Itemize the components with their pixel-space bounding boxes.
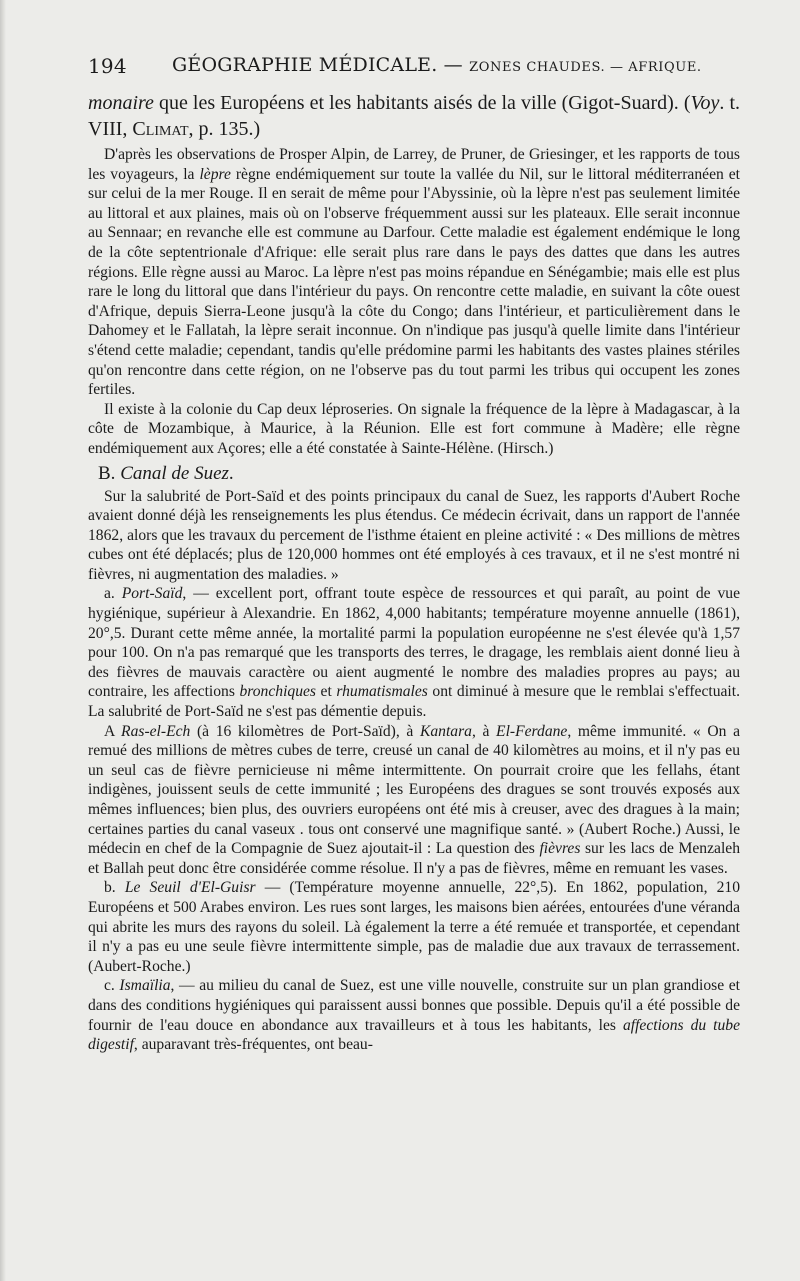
text-run: , p. 135.): [188, 118, 261, 140]
text-run: sur les lacs de Menzaleh et Ballah peut donc être considérée comme résolue. Il n'y a pas de fièvres, même en remuant les vases.: [88, 840, 740, 877]
italic-word: Ras-el-Ech: [121, 722, 191, 740]
section-heading-canal-de-suez: [88, 461, 740, 487]
italic-word: Le Seuil d'El-Guisr: [124, 879, 256, 897]
text-run: ont diminué à mesure que le remblai s'effectuait. La salubrité de Port-Saïd ne s'est pas démentie depuis.: [88, 683, 740, 721]
text-run: , même immunité. « On a remué des millions de mètres cubes de terre, creusé un canal de 40 kilomètres au moins, et il n'y pas eu un seul cas de fièvre pernicieuse ni même intermittente. On pourrait croire que les fellahs, étant indigènes, jouissent seuls de cette immunité ; les Européens des dragues se sont trouvés exposés aux mêmes influences; bien plus, des ouvriers européens ont été mis à creuser, avec des dragues à la main; certaines parties du canal vaseux . tous ont conservé une magnifique santé. » (Aubert Roche.) Aussi, le médecin en chef de la Compagnie de Suez ajoutait-il : La question des: [88, 722, 740, 858]
running-header: [88, 52, 748, 86]
page-gutter-shadow: [0, 0, 6, 1281]
page-body: [88, 90, 740, 1055]
paragraph-salubrite: [88, 487, 740, 585]
text-run: a.: [104, 585, 122, 603]
section-title: Canal de Suez: [120, 462, 229, 484]
paragraph-el-guisr: [88, 878, 740, 976]
paragraph-leproseries: [88, 400, 740, 459]
paragraph-ras-el-ech: [88, 722, 740, 879]
italic-word: El-Ferdane: [496, 722, 568, 740]
small-caps-run: LIMAT: [145, 124, 189, 139]
text-run: . t. VIII, C: [88, 92, 740, 140]
text-run: c.: [104, 977, 120, 995]
italic-word: Voy: [690, 92, 720, 114]
italic-word: fièvres: [539, 840, 581, 858]
running-title-section: ZONES CHAUDES. — AFRIQUE.: [469, 60, 702, 75]
text-run: D'après les observations de Prosper Alpin, de Larrey, de Pruner, de Griesinger, et les rapports de tous les voyageurs, la: [88, 146, 740, 183]
italic-word: affections du tube digestif: [88, 1016, 741, 1054]
italic-word: Ismaïlia: [119, 977, 171, 995]
text-run: , — au milieu du canal de Suez, est une ville nouvelle, construite sur un plan grandiose et dans des conditions hygiéniques qui paraissent aussi bonnes que possible. Depuis qu'il a été possible de fournir de l'eau douce en abondance aux travailleurs et à tous les habitants, les: [88, 977, 741, 1034]
italic-word: bronchiques: [239, 683, 316, 701]
italic-word: rhumatismales: [336, 683, 428, 701]
italic-word: lèpre: [199, 165, 231, 183]
running-title: [172, 54, 702, 76]
text-run: A: [104, 722, 122, 740]
page-number: 194: [88, 54, 127, 78]
text-run: , — excellent port, offrant toute espèce de ressources et qui paraît, au point de vue hygiénique, supérieur à Alexandrie. En 1862, 4,000 habitants; température moyenne annuelle (1861), 20°,5. Durant cette même année, la mortalité parmi la population européenne ne s'est élevée qu'à 1,57 pour 100. On n'a pas remarqué que les transports des terres, le dragage, les remblais aient donné lieu à des fièvres de mauvais caractère ou aient augmenté le nombre des maladies propres au pays; au contraire, les affections: [88, 585, 740, 701]
italic-word: Port-Saïd: [121, 585, 183, 603]
text-run: Il existe à la colonie du Cap deux léproseries. On signale la fréquence de la lèpre à Madagascar, à la côte de Mozambique, à Maurice, à la Réunion. Elle est fort commune à Madère; elle règne endémiquement aux Açores; elle a été constatée à Sainte-Hélène. (Hirsch.): [88, 400, 740, 457]
italic-word: monaire: [88, 92, 154, 114]
italic-word: Kantara: [419, 722, 472, 740]
text-run: — (Température moyenne annuelle, 22°,5). En 1862, population, 210 Européens et 500 Arabes environ. Les rues sont larges, les maisons bien aérées, entourées d'une véranda qui abrite les murs des rayons du soleil. Là également la terre a été remuée et transportée, et cependant il n'y a pas eu une seule fièvre intermittente simple, pas de maladie due aux travaux de terrassement. (Aubert-Roche.): [88, 879, 741, 975]
section-letter: B.: [98, 462, 121, 484]
text-run: b.: [104, 879, 125, 897]
text-run: et: [315, 683, 337, 701]
paragraph-lepre-afrique: [88, 145, 740, 400]
text-run: , à: [471, 722, 497, 740]
running-title-main: GÉOGRAPHIE MÉDICALE. —: [172, 54, 470, 76]
text-run: Sur la salubrité de Port-Saïd et des points principaux du canal de Suez, les rapports d'Aubert Roche avaient donné déjà les renseignements les plus étendus. Ce médecin écrivait, dans un rapport de l'année 1862, alors que les travaux du percement de l'isthme étaient en pleine activité : « Des millions de mètres cubes ont été déplacés; plus de 120,000 hommes ont été employés à ces travaux, et il ne s'est montré ni fièvres, ni augmentation des maladies. »: [88, 487, 740, 583]
text-run: règne endémiquement sur toute la vallée du Nil, sur le littoral méditerranéen et sur celui de la mer Rouge. Il en serait de même pour l'Abyssinie, où la lèpre n'est pas seulement limitée au littoral et aux plaines, mais où on l'observe fréquemment aussi sur les plateaux. Elle serait inconnue au Sennaar; en revanche elle est commune au Darfour. Cette maladie est également endémique le long de la côte septentrionale d'Afrique: elle serait plus rare dans le pays des dattes que dans les autres régions. Elle règne aussi au Maroc. La lèpre n'est pas moins répandue en Sénégambie; mais elle est plus rare le long du littoral que dans l'intérieur du pays. On rencontre cette maladie, en suivant la côte ouest d'Afrique, depuis Sierra-Leone jusqu'à la côte du Congo; dans l'intérieur, et particulièrement dans le Dahomey et le Fallatah, la lèpre serait inconnue. On n'indique pas jusqu'à quelle limite dans l'intérieur s'étend cette maladie; cependant, tandis qu'elle prédomine parmi les habitants des vastes plaines stériles qu'on rencontre dans cette région, on ne l'observe pas du tout parmi les tribus qui occupent les zones fertiles.: [88, 165, 740, 399]
text-run: , auparavant très-fréquentes, ont beau-: [133, 1036, 373, 1054]
paragraph-port-said: [88, 584, 740, 721]
text-run: .: [228, 462, 234, 484]
text-run: que les Européens et les habitants aisés de la ville (Gigot-Suard). (: [153, 92, 691, 114]
text-run: (à 16 kilomètres de Port-Saïd), à: [190, 722, 420, 740]
paragraph-ismailia: [88, 976, 740, 1054]
paragraph-continuation: [88, 90, 740, 145]
